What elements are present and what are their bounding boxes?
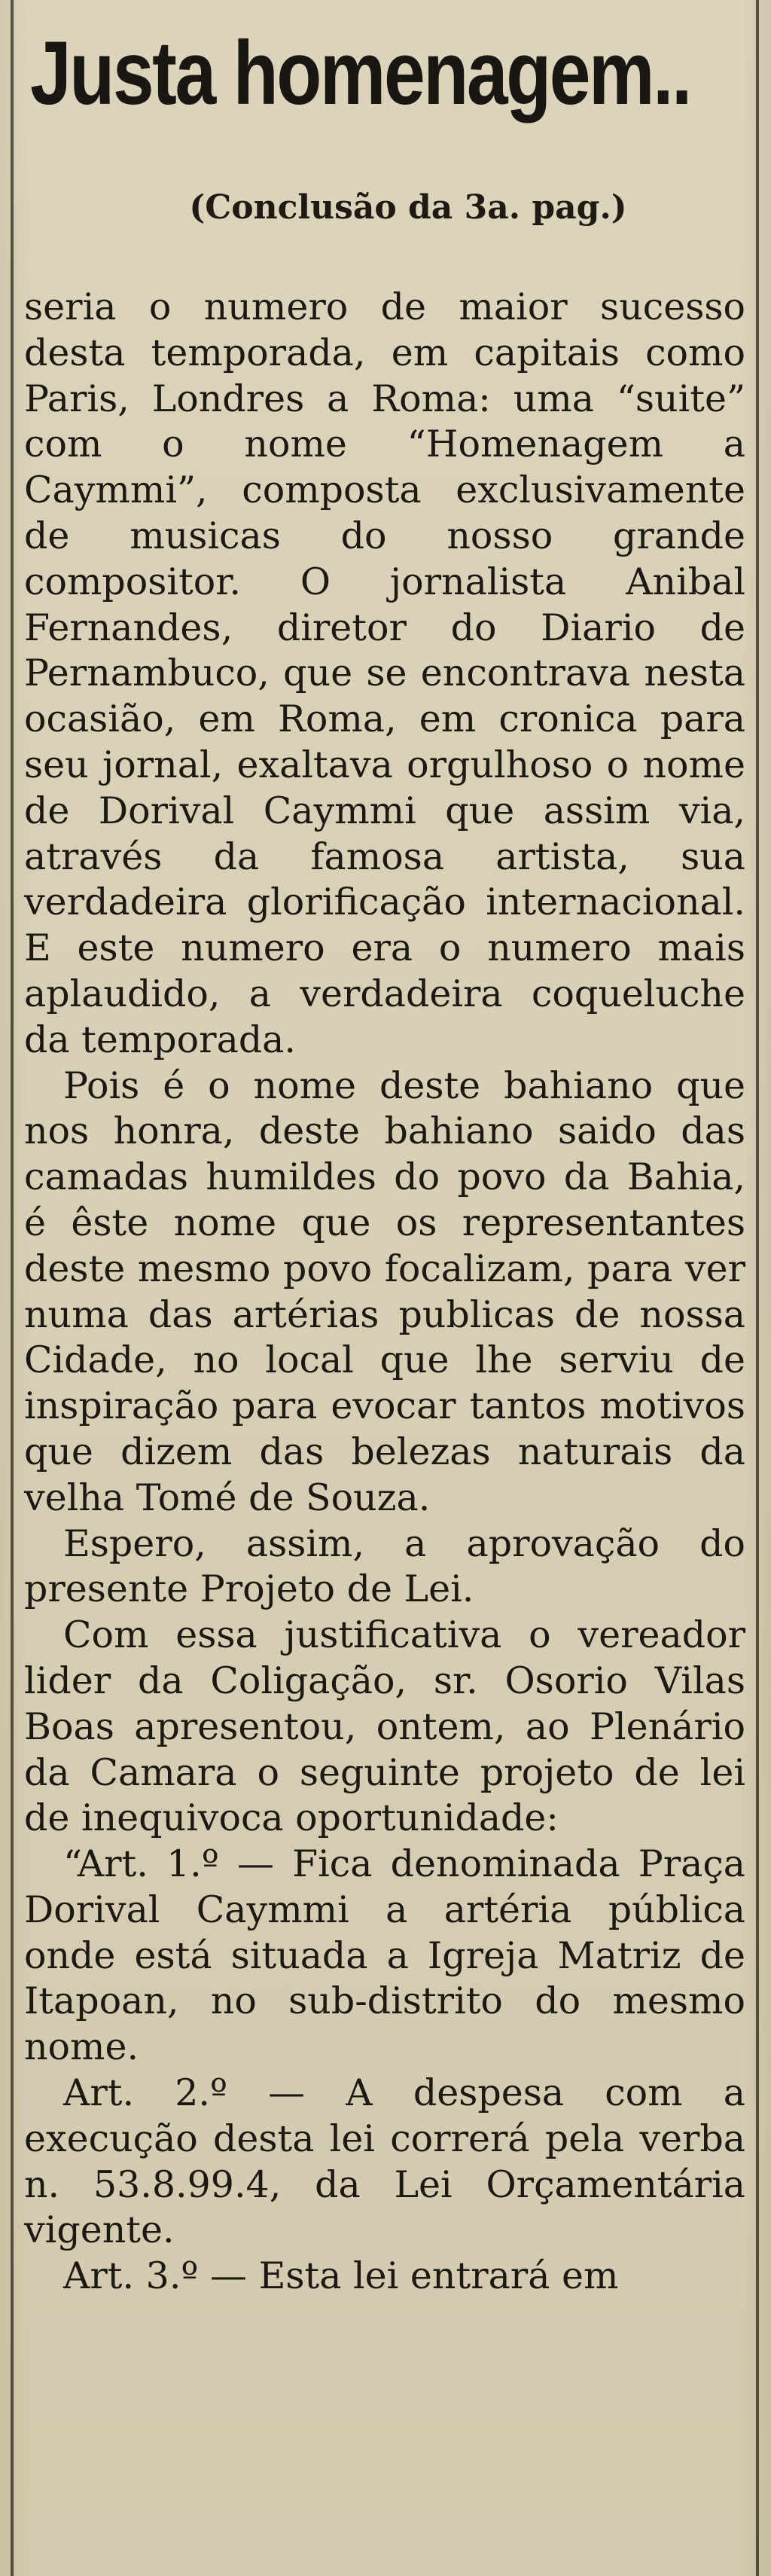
article-body <box>24 285 745 2300</box>
paragraph-5-art-1: “Art. 1.º — Fica denominada Praça Dorival Caymmi a artéria pública onde está situada a Igreja Matriz de Itapoan, no sub-distrito do mesmo nome. <box>24 1842 745 2069</box>
paragraph-2: Pois é o nome deste bahiano que nos honra, deste bahiano saido das camadas humildes do povo da Bahia, é êste nome que os representantes deste mesmo povo focalizam, para ver numa das artérias publicas de nossa Cidade, no local que lhe serviu de inspiração para evocar tantos motivos que dizem das belezas naturais da velha Tomé de Souza. <box>24 1064 745 1519</box>
paragraph-7-art-3: Art. 3.º — Esta lei entrará em <box>63 2254 619 2298</box>
paragraph-6-art-2: Art. 2.º — A despesa com a execução desta lei correrá pela verba n. 53.8.99.4, da Lei Orçamentária vigente. <box>24 2071 745 2252</box>
continuation-note: (Conclusão da 3a. pag.) <box>189 188 627 227</box>
paragraph-1: seria o numero de maior sucesso desta temporada, em capitais como Paris, Londres a Roma: uma “suite” com o nome “Homenagem a Caymmi”, composta exclusivamente de musicas do nosso grande compositor. O jornalista Anibal Fernandes, diretor do Diario de Pernambuco, que se encontrava nesta ocasião, em Roma, em cronica para seu jornal, exaltava orgulhoso o nome de Dorival Caymmi que assim via, através da famosa artista, sua verdadeira glorificação internacional. E este numero era o numero mais aplaudido, a verdadeira coqueluche da temporada. <box>24 285 745 1061</box>
left-column-rule <box>11 0 14 2576</box>
article-headline: Justa homenagem.. <box>30 23 690 124</box>
paragraph-4: Com essa justificativa o vereador lider da Coligação, sr. Osorio Vilas Boas apresentou, ontem, ao Plenário da Camara o seguinte projeto de lei de inequivoca oportunidade: <box>24 1613 745 1840</box>
right-column-rule <box>756 0 759 2576</box>
paragraph-3: Espero, assim, a aprovação do presente Projeto de Lei. <box>24 1521 745 1611</box>
